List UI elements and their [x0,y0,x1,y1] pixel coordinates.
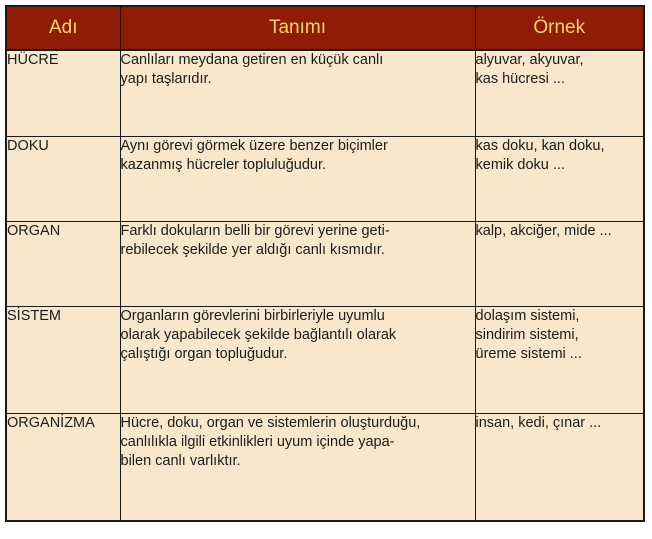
row-name: HÜCRE [6,50,120,137]
row-name: DOKU [6,137,120,222]
example-line: dolaşım sistemi, [475,308,580,324]
definition-line: olarak yapabilecek şekilde bağlantılı olarak [120,327,397,343]
example-line: sindirim sistemi, [475,327,579,343]
definition-line: yapı taşlarıdır. [120,71,212,87]
table-row-hucre [6,50,644,137]
row-definition [120,307,475,414]
row-definition [120,137,475,222]
example-line: üreme sistemi ... [475,346,582,362]
definition-line: Aynı görevi görmek üzere benzer biçimler [120,138,388,154]
example-line: kemik doku ... [475,157,565,173]
row-example [475,307,644,414]
row-example [475,137,644,222]
example-line: alyuvar, akyuvar, [475,52,584,68]
row-name: ORGAN [6,222,120,307]
definition-line: rebilecek şekilde yer aldığı canlı kısmıdır. [120,242,385,258]
definition-line: Hücre, doku, organ ve sistemlerin oluşturduğu, [120,415,421,431]
definition-line: Canlıları meydana getiren en küçük canlı [120,52,384,68]
definition-line: kazanmış hücreler topluluğudur. [120,157,327,173]
row-definition [120,414,475,522]
header-name: Adı [6,6,120,50]
row-example [475,222,644,307]
definition-line: Organların görevlerini birbirleriyle uyumlu [120,308,385,324]
header-definition: Tanımı [120,6,475,50]
header-example: Örnek [475,6,644,50]
table-row-doku [6,137,644,222]
row-name: SİSTEM [6,307,120,414]
table-row-sistem [6,307,644,414]
table-row-organ [6,222,644,307]
biology-levels-table [5,5,645,522]
definition-line: Farklı dokuların belli bir görevi yerine geti- [120,223,390,239]
row-example [475,414,644,522]
example-line: insan, kedi, çınar ... [475,415,602,431]
header-row [6,6,644,50]
table-row-organizma [6,414,644,522]
example-line: kalp, akciğer, mide ... [475,223,612,239]
row-definition [120,222,475,307]
row-name: ORGANİZMA [6,414,120,522]
definition-line: çalıştığı organ topluğudur. [120,346,288,362]
example-line: kas doku, kan doku, [475,138,605,154]
definition-line: bilen canlı varlıktır. [120,453,241,469]
definition-line: canlılıkla ilgili etkinlikleri uyum içinde yapa- [120,434,395,450]
example-line: kas hücresi ... [475,71,565,87]
row-definition [120,50,475,137]
row-example [475,50,644,137]
